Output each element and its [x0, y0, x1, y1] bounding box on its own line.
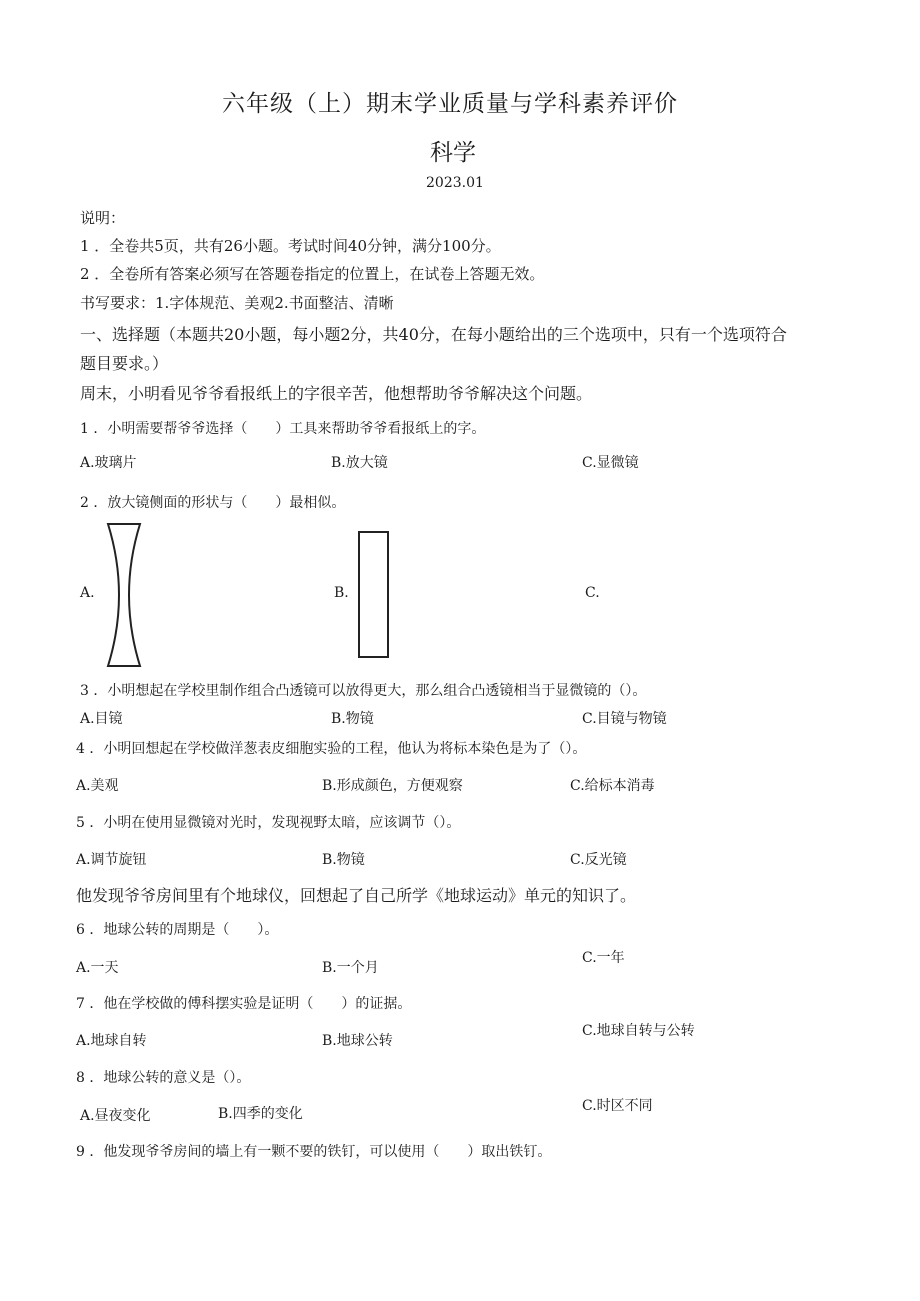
- question-4-option-a: A.美观: [76, 778, 119, 794]
- question-8-option-a: A.昼夜变化: [80, 1108, 151, 1124]
- writing-requirements: 书写要求：1.字体规范、美观2.书面整洁、清晰: [80, 294, 394, 312]
- question-5-option-a: A.调节旋钮: [76, 852, 147, 868]
- scenario-intro-1: 周末，小明看见爷爷看报纸上的字很辛苦，他想帮助爷爷解决这个问题。: [80, 384, 593, 403]
- question-5-stem: 5 ．小明在使用显微镜对光时，发现视野太暗，应该调节（）。: [76, 815, 461, 831]
- question-3-option-c: C.目镜与物镜: [582, 711, 667, 727]
- question-1-option-a: A.玻璃片: [80, 455, 137, 471]
- question-7-option-b: B.地球公转: [322, 1033, 393, 1049]
- question-4-option-b: B.形成颜色，方便观察: [322, 778, 463, 794]
- question-7-stem: 7 ．他在学校做的傅科摆实验是证明（ ）的证据。: [76, 996, 412, 1012]
- question-1-option-b: B.放大镜: [331, 455, 388, 471]
- question-8-option-b: B.四季的变化: [218, 1106, 303, 1122]
- question-3-option-b: B.物镜: [331, 711, 374, 727]
- question-6-option-b: B.一个月: [322, 960, 379, 976]
- question-8-option-c: C.时区不同: [582, 1098, 653, 1114]
- section-heading-line1: 一、选择题（本题共20小题，每小题2分，共40分，在每小题给出的三个选项中，只有一个选项符合: [80, 325, 787, 344]
- question-2-option-c: C.: [585, 585, 600, 601]
- question-2-option-b: B.: [334, 585, 349, 601]
- scenario-intro-2: 他发现爷爷房间里有个地球仪，回想起了自己所学《地球运动》单元的知识了。: [76, 886, 637, 905]
- question-8-stem: 8 ．地球公转的意义是（）。: [76, 1070, 251, 1086]
- question-7-option-a: A.地球自转: [76, 1033, 147, 1049]
- section-heading-line2: 题目要求。）: [80, 354, 169, 373]
- question-6-option-a: A.一天: [76, 960, 119, 976]
- instructions-heading: 说明：: [80, 209, 126, 227]
- subject-title: 科学: [430, 140, 476, 166]
- question-5-option-b: B.物镜: [322, 852, 365, 868]
- question-9-stem: 9 ．他发现爷爷房间的墙上有一颗不要的铁钉，可以使用（ ）取出铁钉。: [76, 1144, 552, 1160]
- question-2-stem: 2 ．放大镜侧面的形状与（ ）最相似。: [80, 495, 346, 511]
- question-2-option-a: A.: [80, 585, 95, 601]
- concave-lens-figure: [104, 520, 144, 670]
- question-4-option-c: C.给标本消毒: [570, 778, 655, 794]
- exam-date: 2023.01: [426, 175, 484, 191]
- instruction-item-2: 2 ．全卷所有答案必须写在答题卷指定的位置上，在试卷上答题无效。: [80, 265, 545, 283]
- question-1-stem: 1 ．小明需要帮爷爷选择（ ）工具来帮助爷爷看报纸上的字。: [80, 421, 486, 437]
- question-6-option-c: C.一年: [582, 950, 625, 966]
- question-1-option-c: C.显微镜: [582, 455, 639, 471]
- exam-title: 六年级（上）期末学业质量与学科素养评价: [222, 91, 678, 117]
- question-3-option-a: A.目镜: [80, 711, 123, 727]
- question-7-option-c: C.地球自转与公转: [582, 1023, 695, 1039]
- question-4-stem: 4 ．小明回想起在学校做洋葱表皮细胞实验的工程，他认为将标本染色是为了（）。: [76, 741, 587, 757]
- question-5-option-c: C.反光镜: [570, 852, 627, 868]
- question-6-stem: 6 ．地球公转的周期是（ ）。: [76, 922, 279, 938]
- rectangle-block-figure: [358, 531, 390, 659]
- question-3-stem: 3 ．小明想起在学校里制作组合凸透镜可以放得更大，那么组合凸透镜相当于显微镜的（）。: [80, 683, 647, 699]
- instruction-item-1: 1 ．全卷共5页，共有26小题。考试时间40分钟，满分100分。: [80, 237, 501, 255]
